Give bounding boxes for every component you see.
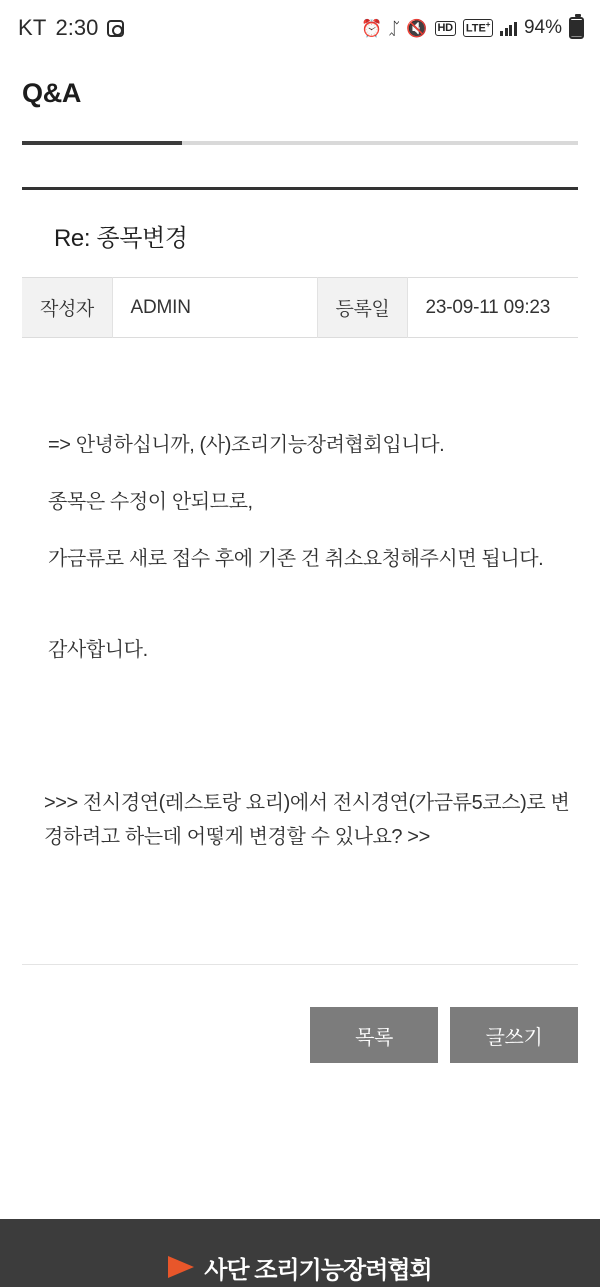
network-type-label: LTE xyxy=(465,22,486,35)
author-value: ADMIN xyxy=(112,278,317,338)
carrier-label: KT xyxy=(18,15,47,40)
post-body-line: => 안녕하십니까, (사)조리기능장려협회입니다. xyxy=(48,434,445,456)
alarm-icon: ⏰ xyxy=(360,18,383,38)
status-bar-left xyxy=(18,15,124,41)
status-bar xyxy=(0,0,600,56)
battery-percent-label: 94% xyxy=(523,17,562,38)
list-button[interactable]: 목록 xyxy=(310,1007,438,1063)
tab-underline xyxy=(22,141,578,145)
footer-logo-text: 사단 조리기능장려협회 xyxy=(204,1256,432,1284)
date-value: 23-09-11 09:23 xyxy=(425,296,551,318)
post-meta-table xyxy=(22,277,578,338)
signal-bars-icon xyxy=(500,20,517,36)
post-actions xyxy=(0,965,600,1063)
camera-icon xyxy=(107,20,124,37)
post-body xyxy=(0,338,600,878)
network-type-icon xyxy=(463,19,494,37)
battery-icon xyxy=(569,17,584,39)
post-body-line: 종목은 수정이 안되므로, xyxy=(48,491,253,513)
site-footer xyxy=(0,1219,600,1287)
post-container xyxy=(0,145,600,338)
volume-mute-icon: 🔇 xyxy=(406,18,428,38)
page-title: Q&A xyxy=(22,78,82,108)
footer-logo-mark-icon xyxy=(168,1256,194,1278)
bluetooth-icon: ᛢ xyxy=(389,18,400,38)
author-label: 작성자 xyxy=(22,278,112,338)
tab-active-indicator xyxy=(22,141,182,145)
post-body-line: 가금류로 새로 접수 후에 기존 건 취소요청해주시면 됩니다. xyxy=(48,548,544,570)
post-body-line: 감사합니다. xyxy=(48,639,148,661)
post-title: Re: 종목변경 xyxy=(54,225,188,252)
table-row xyxy=(22,278,578,338)
hd-icon: HD xyxy=(435,21,456,36)
write-button[interactable]: 글쓰기 xyxy=(450,1007,578,1063)
clock-label: 2:30 xyxy=(55,15,99,40)
date-label: 등록일 xyxy=(317,278,407,338)
network-type-sup: + xyxy=(485,20,491,30)
post-quoted-text: >>> 전시경연(레스토랑 요리)에서 전시경연(가금류5코스)로 변경하려고 하는데 어떻게 변경할 수 있나요? >> xyxy=(44,792,570,848)
footer-logo xyxy=(168,1250,432,1285)
status-bar-right xyxy=(361,17,584,39)
